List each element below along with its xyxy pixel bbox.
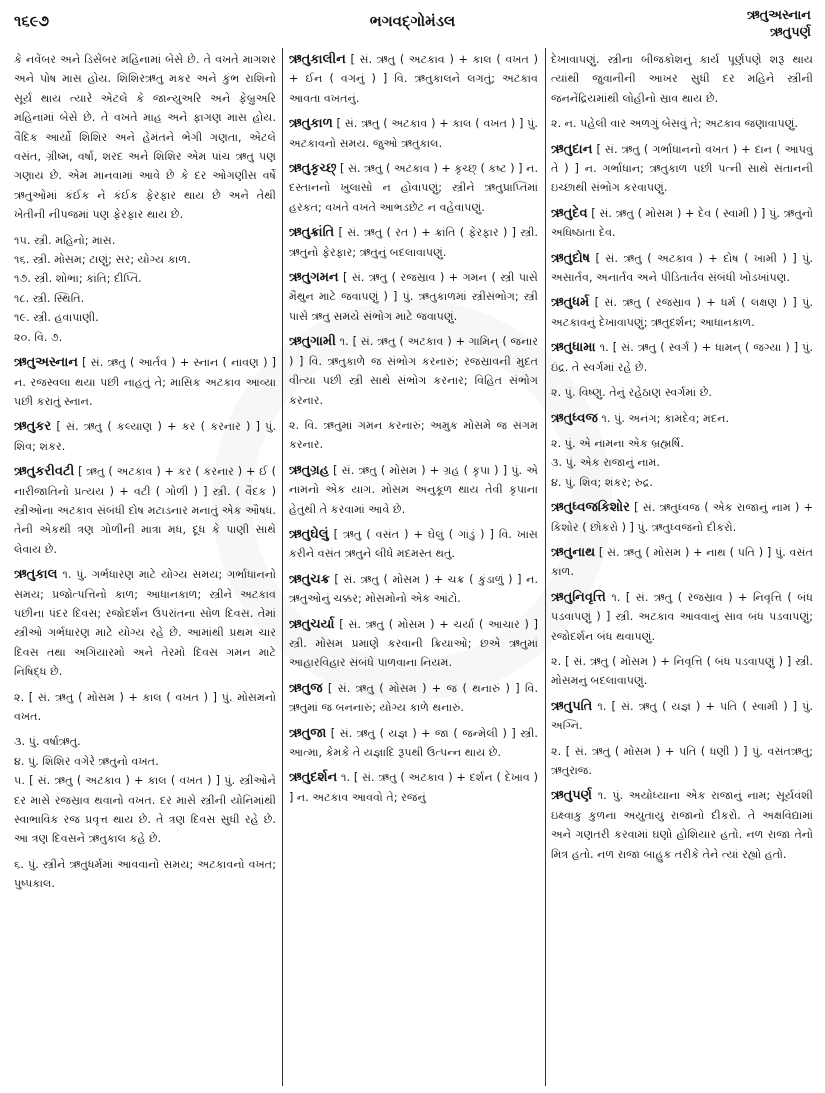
column-right	[551, 50, 813, 1088]
definition-text: [ સં. ઋતુ ( રજસ્રાવ ) + ગમન ( સ્ત્રી પાસે મૈથુન માટે જવાપણું ) ] પું. ઋતુકાળમાં સ્ત્રીસંભોગ; સ્ત્રી પાસે ઋતુ સમયે સંભોગ માટે જવાપણું.	[289, 271, 538, 323]
headword: ઋતુકર	[14, 419, 52, 435]
definition-text: કે નવેંબર અને ડિસેંબર મહિનામાં બેસે છે. તે વખતે માગશર અને પોષ માસ હોય. શિશિરઋતુ મકર અને કુંભ રાશિનો સૂર્ય થાય ત્યારે એટલે કે જાન્યુઅરિ અને ફેબ્રુઅરિ મહિનામાં બેસે છે. તે વખતે માહ અને ફાગણ માસ હોય. વૈદિક આર્યો શિશિર અને હેમંતને ભેગી ગણતા, એટલે વસંત, ગ્રીષ્મ, વર્ષા, શરદ અને શિશિર એમ પાંચ ઋતુ પણ ગણાય છે. એમ માનવામાં આવે છે કે દર ઓગણીસ વર્ષે ઋતુઓમાં કંઈક ને કંઈક ફેરફાર થાય છે અને તેથી ખેતીની નીપજમાં પણ ફેરફાર થાય છે.	[14, 53, 276, 222]
headword: ઋતુધર્મ	[551, 295, 590, 311]
entry-sense	[14, 250, 276, 269]
definition-text: ૧. [ સં. ઋતુ ( અટકાવ ) + ગામિન્ ( જનાર ) ] વિ. ઋતુકાળે જ સંભોગ કરનારું; રજસ્રાવની મુદત વીત્યા પછી સ્ત્રી સાથે સંભોગ કરનાર; વિહિત સંભોગ કરનાર.	[289, 335, 538, 407]
definition-text: [ સં. ઋતુ ( મોસમ ) + ગ્રહ ( કૃપા ) ] પું. એ નામનો એક યાગ. મોસમ અનુકૂળ થાય તેવી કૃપાના હેતુથી તે કરવામાં આવે છે.	[289, 463, 538, 516]
definition-text: [ સં. ઋતુ ( રત ) + ક્રાંતિ ( ફેરફાર ) ] સ્ત્રી. ઋતુનો ફેરફાર; ઋતુનું બદલાવાપણું.	[289, 226, 538, 259]
column-divider	[282, 48, 283, 1086]
dictionary-entry	[289, 114, 538, 153]
entry-sense	[14, 855, 276, 894]
definition-text: [ ઋતુ ( વસંત ) + ઘેલું ( ગાંડું ) ] વિ. ખાસ કરીને વસંત ઋતુને લીધે મદમસ્ત થતું.	[289, 527, 538, 561]
definition-text: ૧. [ સં. ઋતુ ( અટકાવ ) + દર્શન ( દેખાવ ) ] ન. અટકાવ આવવો તે; રજનું	[289, 771, 538, 804]
definition-text: [ સં. ઋતુ ( મોસમ ) + નાથ ( પતિ ) ] પું. વસંત કાળ.	[551, 545, 813, 579]
headword: ઋતુક્રાંતિ	[289, 225, 335, 241]
definition-text: ૨. પું. વિષ્ણુ. તેનું રહેઠાણ સ્વર્ગમાં છે.	[551, 386, 712, 400]
headword: ઋતુધામા	[551, 340, 596, 356]
definition-text: [ સં. ઋતુ ( રજસ્રાવ ) + ધર્મ ( લક્ષણ ) ] પું. અટકાવનું દેખાવાપણું; ઋતુદર્શન; આધાનકાળ.	[551, 296, 813, 329]
book-title: ભગવદ્ગોમંડલ	[369, 12, 456, 30]
guide-word-last: ઋતુપર્ણ	[769, 25, 811, 40]
definition-text: ૧. [ સં. ઋતુ ( રજસ્રાવ ) + નિવૃત્તિ ( બંધ પડવાપણું ) ] સ્ત્રી. અટકાવ આવવાનું સાવ બંધ પડવાપણું; રજોદર્શન બંધ થવાપણું.	[551, 590, 813, 643]
headword: ઋતુઘેલું	[289, 526, 329, 542]
headword: ઋતુકરીવટી	[14, 464, 75, 480]
dictionary-entry	[289, 768, 538, 807]
headword: ઋતુદાન	[551, 141, 593, 157]
headword: ઋતુદર્શન	[289, 770, 338, 786]
entry-sense	[14, 50, 276, 225]
definition-text: [ સં. ઋતુ ( મોસમ ) + ચર્યા ( આચાર ) ] સ્ત્રી. મોસમ પ્રમાણે કરવાની ક્રિયાઓ; છએ ઋતુમાં આહારવિહાર સંબંધે પાળવાના નિયમ.	[289, 617, 538, 670]
headword: ઋતુકાલીન	[289, 52, 346, 67]
headword: ઋતુદોષ	[551, 250, 591, 266]
dictionary-entry	[551, 697, 813, 736]
definition-text: દેખાવાપણું. સ્ત્રીના બીજકોશનું કાર્ય પૂર્ણપણે શરૂ થાય ત્યાંથી જુવાનીની આખર સુધી દર મહિને સ્ત્રીની જનનેંદ્રિયમાંથી લોહીનો સ્રાવ થાય છે.	[551, 53, 813, 105]
page-header	[0, 8, 825, 42]
entry-sense	[14, 752, 276, 771]
definition-text: [ સં. ઋતુ ( આર્તવ ) + સ્નાન ( નાવણ ) ] ન. રજસ્વલા થયા પછી નાહતું તે; માસિક અટકાવ આવ્યા પછી કરાતું સ્નાન.	[14, 356, 276, 408]
definition-text: [ સં. ઋતુ ( અટકાવ ) + કાલ ( વખત ) + ઈન ( વગનું ) ] વિ. ઋતુકાલને લગતું; અટકાવ આવતા વખતનું.	[289, 53, 538, 105]
dictionary-entry	[289, 461, 538, 519]
dictionary-entry	[289, 525, 538, 564]
entry-sense	[551, 742, 813, 781]
definition-text: [ સં. ઋતુધ્વજ ( એક રાજાનું નામ ) + કિશોર ( છોકરો ) ] પું. ઋતુધ્વજનો દીકરો.	[551, 501, 813, 534]
definition-text: [ સં. ઋતુ ( અટકાવ ) + કૃચ્છ્ ( કષ્ટ ) ] ન. દસ્તાનનો ખુલાસો ન હોવાપણું; સ્ત્રીને ઋતુપ્રાપ્તિમાં હરકત; વખતે વખતે આભડછેટ ન વહેવાપણું.	[289, 162, 538, 214]
headword: ઋતુઅસ્નાન	[14, 355, 78, 371]
definition-text: [ સં. ઋતુ ( અટકાવ ) + કાલ ( વખત ) ] પું. અટકાવનો સમય. જુઓ ઋતુકાલ.	[289, 117, 538, 150]
definition-text: [ સં. ઋતુ ( ગર્ભાધાનનો વખત ) + દાન ( આપવું તે ) ] ન. ગર્ભાધાન; ઋતુકાળ પછી પત્ની સાથે સંતાનની ઇચ્છાથી સંભોગ કરવાપણું.	[551, 142, 813, 195]
entry-sense	[551, 453, 813, 472]
entry-sense	[551, 114, 813, 133]
headword: ઋતુજા	[289, 725, 327, 741]
definition-text: [ સં. ઋતુ ( મોસમ ) + દેવ ( સ્વામી ) ] પું. ઋતુનો અધિષ્ઠાતા દેવ.	[551, 206, 813, 240]
dictionary-entry	[289, 223, 538, 262]
dictionary-entry	[14, 353, 276, 411]
definition-text: ૪. પું. શિશિર વગેરે ઋતુનો વખત.	[14, 754, 159, 768]
definition-text: ૧૭. સ્ત્રી. શોભા; કાંતિ; દીપ્તિ.	[14, 272, 142, 286]
definition-text: ૧૮. સ્ત્રી. સ્થિતિ.	[14, 291, 85, 305]
headword: ઋતુકૃચ્છ્	[289, 161, 337, 177]
headword: ઋતુપતિ	[551, 698, 593, 714]
headword: ઋતુધ્વજ	[551, 410, 598, 426]
dictionary-entry	[551, 498, 813, 537]
dictionary-entry	[551, 204, 813, 243]
entry-sense	[14, 732, 276, 751]
headword: ઋતુગમન	[289, 270, 339, 286]
definition-text: ૨. વિ. ઋતુમાં ગમન કરનારું; અમુક મોસમે જ સંગમ કરનાર.	[289, 418, 538, 452]
definition-text: ૧. [ સં. ઋતુ ( યજ્ઞ ) + પતિ ( સ્વામી ) ] પું. અગ્નિ.	[551, 699, 813, 733]
entry-sense	[14, 269, 276, 288]
dictionary-entry	[289, 332, 538, 410]
headword: ઋતુદેવ	[551, 205, 588, 221]
dictionary-entry	[289, 615, 538, 673]
definition-text: [ સં. ઋતુ ( મોસમ ) + જ ( થનારું ) ] વિ. ઋતુમાં જ બનનારું; યોગ્ય કાળે થનારું.	[289, 681, 538, 715]
dictionary-entry	[289, 50, 538, 108]
entry-sense	[289, 416, 538, 455]
dictionary-entry	[551, 249, 813, 288]
definition-text: ૧૫. સ્ત્રી. મહિનો; માસ.	[14, 233, 116, 247]
definition-text: [ ઋતુ ( અટકાવ ) + કર ( કરનાર ) + ઈ ( નારીજાતિનો પ્રત્યય ) + વટી ( ગોળી ) ] સ્ત્રી. ( વૈદક ) સ્ત્રીઓના અટકાવ સંબંધી દોષ મટાડનાર મનાતું એક ઔષધ. તેની એકથી ત્રણ ગોળીની માત્રા મધ, દૂધ કે પાણી સાથે લેવાય છે.	[14, 465, 276, 556]
definition-text: ૧. પું. અયોધ્યાના એક રાજાનું નામ; સૂર્યવંશી ઇક્ષ્વાકુ કુળના અયુતાયુ રાજાનો દીકરો. તે અક્ષવિદ્યામાં અને ગણતરી કરવામાં ઘણો હોશિયાર હતો. નળ રાજા તેનો મિત્ર હતો. નળ રાજા બાહુક તરીકે તેને ત્યાં રહ્યો હતો.	[551, 789, 813, 861]
entry-sense	[551, 383, 813, 402]
definition-text: ૪. પું. શિવ; શંકર; રુદ્ર.	[551, 475, 653, 489]
entry-sense	[551, 50, 813, 108]
headword: ઋતુનાથ	[551, 544, 596, 560]
definition-text: ૧૯. સ્ત્રી. હવાપાણી.	[14, 311, 99, 325]
column-divider	[545, 48, 546, 1086]
column-middle	[289, 50, 538, 1088]
headword: ઋતુચર્યા	[289, 616, 335, 632]
headword: ઋતુજ	[289, 680, 323, 696]
definition-text: [ સં. ઋતુ ( અટકાવ ) + દોષ ( ખામી ) ] પું. અસાર્તવ, અનાર્તવ અને પીડિતાર્તવ સંબંધી ખોડખાંપણ.	[551, 251, 813, 285]
definition-text: ૫. [ સં. ઋતુ ( અટકાવ ) + કાલ ( વખત ) ] પું. સ્ત્રીઓને દર માસે રજસ્રાવ થવાનો વખત. દર માસે સ્ત્રીની યોનિમાંથી સ્વાભાવિક રજ પ્રવૃત્ત થાય છે. તે ત્રણ દિવસ સુધી રહે છે. આ ત્રણ દિવસને ઋતુકાલ કહે છે.	[14, 774, 276, 846]
headword: ઋતુચક્ર	[289, 571, 330, 587]
entry-sense	[14, 328, 276, 347]
page-number: ૧૬૯૭	[14, 12, 50, 30]
definition-text: ૩. પું. એક રાજાનું નામ.	[551, 456, 660, 470]
definition-text: [ સં. ઋતુ ( કલ્યાણ ) + કર ( કરનાર ) ] પું. શિવ; શંકર.	[14, 420, 276, 453]
definition-text: ૧. [ સં. ઋતુ ( સ્વર્ગ ) + ધામન્ ( જગ્યા ) ] પું. ઇંદ્ર. તે સ્વર્ગમાં રહે છે.	[551, 341, 813, 374]
definition-text: ૨. [ સં. ઋતુ ( મોસમ ) + નિવૃત્તિ ( બંધ પડવાપણું ) ] સ્ત્રી. મોસમનું બદલાવાપણું.	[551, 654, 813, 688]
definition-text: ૨. ન. પહેલી વાર અળગું બેસવું તે; અટકાવ જણાવાપણું.	[551, 117, 799, 131]
headword: ઋતુગામી	[289, 334, 336, 350]
definition-text: ૩. પું. વર્ષાઋતુ.	[14, 735, 81, 749]
dictionary-entry	[289, 268, 538, 326]
entry-sense	[14, 688, 276, 727]
headword: ઋતુનિવૃત્તિ	[551, 589, 606, 605]
definition-text: ૨. [ સં. ઋતુ ( મોસમ ) + કાલ ( વખત ) ] પું. મોસમનો વખત.	[14, 690, 276, 723]
definition-text: ૨. [ સં. ઋતુ ( મોસમ ) + પતિ ( ધણી ) ] પું. વસંતઋતુ; ઋતુરાજ.	[551, 744, 813, 777]
entry-sense	[14, 771, 276, 849]
headword: ઋતુગ્રહ	[289, 462, 329, 478]
headword: ઋતુધ્વજકિશોર	[551, 500, 630, 516]
dictionary-entry	[551, 588, 813, 646]
entry-sense	[14, 231, 276, 250]
definition-text: [ સં. ઋતુ ( યજ્ઞ ) + જા ( જન્મેલી ) ] સ્ત્રી. આત્મા, કેમકે તે યજ્ઞાદિ રૂપથી ઉત્પન્ન થાય છે.	[289, 726, 538, 759]
column-left	[14, 50, 276, 1088]
headword: ઋતુકાલ	[14, 567, 58, 583]
headword: ઋતુપર્ણ	[551, 788, 593, 804]
entry-sense	[14, 289, 276, 308]
dictionary-entry	[551, 786, 813, 864]
guide-word-first: ઋતુઅસ્નાન	[747, 8, 811, 23]
dictionary-entry	[14, 417, 276, 456]
dictionary-entry	[551, 543, 813, 582]
headword: ઋતુકાળ	[289, 116, 333, 132]
entry-sense	[551, 652, 813, 691]
dictionary-entry	[551, 140, 813, 198]
definition-text: ૧. પું. અનંગ; કામદેવ; મદન.	[597, 411, 730, 425]
dictionary-entry	[289, 570, 538, 609]
dictionary-entry	[289, 679, 538, 718]
dictionary-entry	[14, 462, 276, 559]
definition-text: ૨૦. વિ. ૭.	[14, 330, 63, 344]
dictionary-entry	[551, 338, 813, 377]
definition-text: [ સં. ઋતુ ( મોસમ ) + ચક્ર ( કુંડાળું ) ] ન. ઋતુઓનું ચક્કર; મોસમોનો એક આંટો.	[289, 572, 538, 606]
dictionary-entry	[14, 565, 276, 681]
entry-sense	[551, 473, 813, 492]
definition-text: ૧. પું. ગર્ભધારણ માટે યોગ્ય સમય; ગર્ભાધાનનો સમય; પ્રજોત્પત્તિનો કાળ; આધાનકાળ; સ્ત્રીને અટકાવ પછીના પંદર દિવસ; રજોદર્શન ઉપરાંતના સોળ દિવસ. તેમાં સ્ત્રીઓ ગર્ભધારણ માટે યોગ્ય રહે છે. આમાંથી પ્રથમ ચાર દિવસ તથા અગિયારમો અને તેરમો દિવસ ગમન માટે નિષિદ્ધ છે.	[14, 568, 276, 679]
dictionary-entry	[551, 409, 813, 428]
definition-text: ૧૬. સ્ત્રી. મોસમ; ટાણું; સર; યોગ્ય કાળ.	[14, 253, 191, 267]
definition-text: ૨. પું. એ નામના એક બ્રહ્મર્ષિ.	[551, 436, 684, 450]
entry-sense	[551, 434, 813, 453]
entry-sense	[14, 308, 276, 327]
dictionary-entry	[551, 293, 813, 332]
dictionary-entry	[289, 159, 538, 217]
dictionary-entry	[289, 724, 538, 763]
definition-text: ૬. પું. સ્ત્રીને ઋતુધર્મમાં આવવાનો સમય; અટકાવનો વખત; પુષ્પકાલ.	[14, 857, 276, 891]
